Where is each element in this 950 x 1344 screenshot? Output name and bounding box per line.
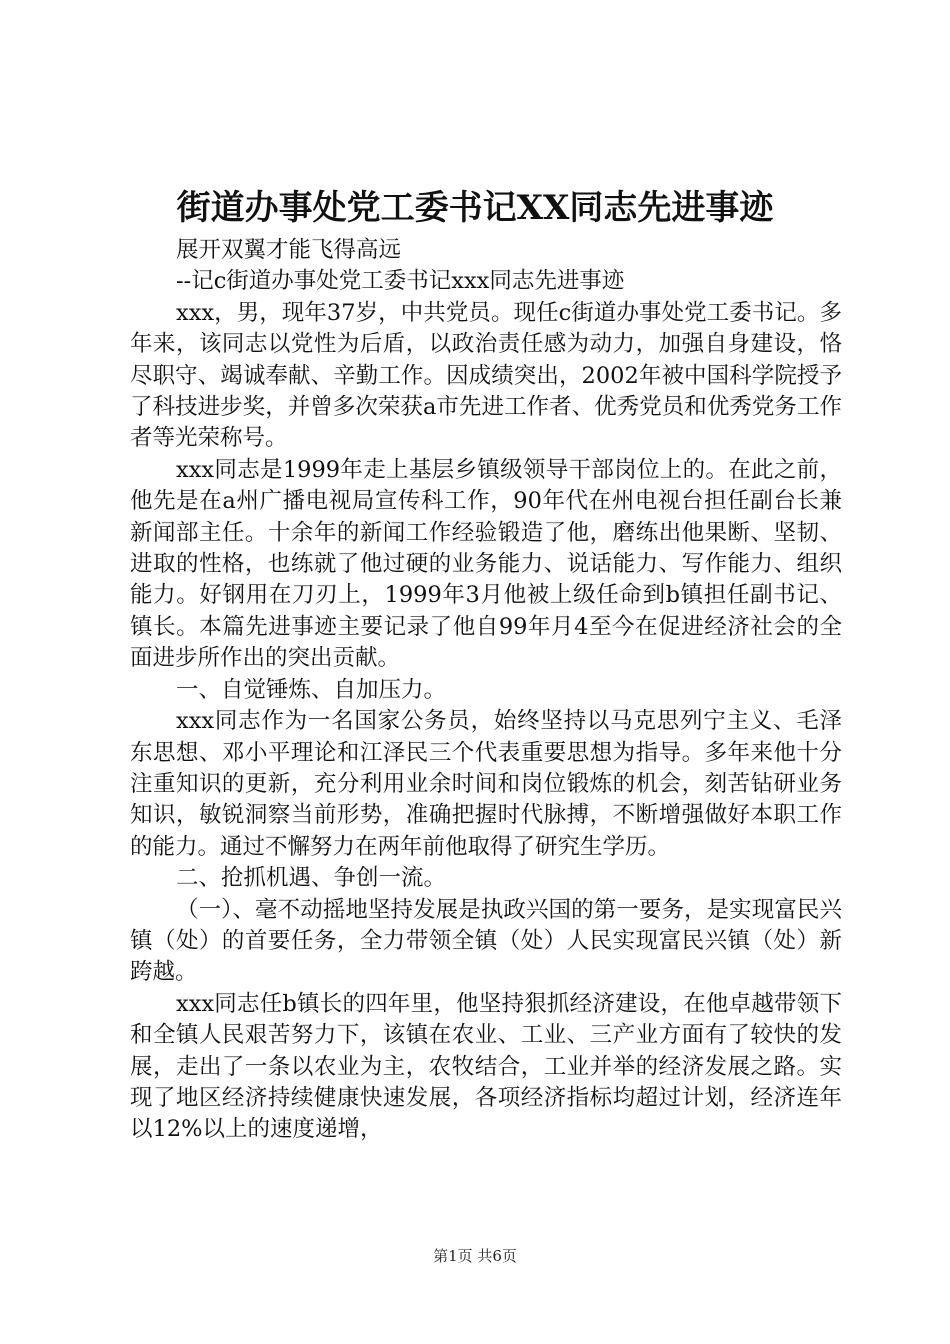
body-paragraph: （一）、毫不动摇地坚持发展是执政兴国的第一要务，是实现富民兴镇（处）的首要任务，全力带领全镇（处）人民实现富民兴镇（处）新跨越。 bbox=[130, 896, 842, 986]
document-title: 街道办事处党工委书记XX同志先进事迹 bbox=[176, 188, 774, 228]
body-paragraph: xxx同志作为一名国家公务员，始终坚持以马克思列宁主义、毛泽东思想、邓小平理论和江泽民三个代表重要思想为指导。多年来他十分注重知识的更新，充分利用业余时间和岗位锻炼的机会，刻苦钻研业务知识，敏锐洞察当前形势，准确把握时代脉搏，不断增强做好本职工作的能力。通过不懈努力在两年前他取得了研究生学历。 bbox=[130, 708, 842, 860]
section-heading: 一、自觉锤炼、自加压力。 bbox=[176, 676, 447, 703]
body-paragraph: xxx同志任b镇长的四年里，他坚持狠抓经济建设，在他卓越带领下和全镇人民艰苦努力下，该镇在农业、工业、三产业方面有了较快的发展，走出了一条以农业为主，农牧结合，工业并举的经济发展之路。实现了地区经济持续健康快速发展，各项经济指标均超过计划，经济连年以12%以上的速度递增， bbox=[130, 990, 842, 1143]
body-paragraph: xxx，男，现年37岁，中共党员。现任c街道办事处党工委书记。多年来，该同志以党性为后盾，以政治责任感为动力，加强自身建设，恪尽职守、竭诚奉献、辛勤工作。因成绩突出，2002年被中国科学院授予了科技进步奖，并曾多次荣获a市先进工作者、优秀党员和优秀党务工作者等光荣称号。 bbox=[130, 299, 842, 452]
page-footer: 第1页 共6页 bbox=[433, 1247, 517, 1265]
body-paragraph: xxx同志是1999年走上基层乡镇级领导干部岗位上的。在此之前，他先是在a州广播电视局宣传科工作，90年代在州电视台担任副台长兼新闻部主任。十余年的新闻工作经验锻造了他，磨练出他果断、坚韧、进取的性格，也练就了他过硬的业务能力、说话能力、写作能力、组织能力。好钢用在刀刃上，1999年3月他被上级任命到b镇担任副书记、镇长。本篇先进事迹主要记录了他自99年月4至今在促进经济社会的全面进步所作出的突出贡献。 bbox=[130, 456, 842, 672]
document-body bbox=[130, 235, 842, 1146]
byline-paragraph: --记c街道办事处党工委书记xxx同志先进事迹 bbox=[176, 268, 625, 295]
section-heading: 二、抢抓机遇、争创一流。 bbox=[176, 865, 447, 892]
subtitle-paragraph: 展开双翼才能飞得高远 bbox=[176, 237, 402, 263]
